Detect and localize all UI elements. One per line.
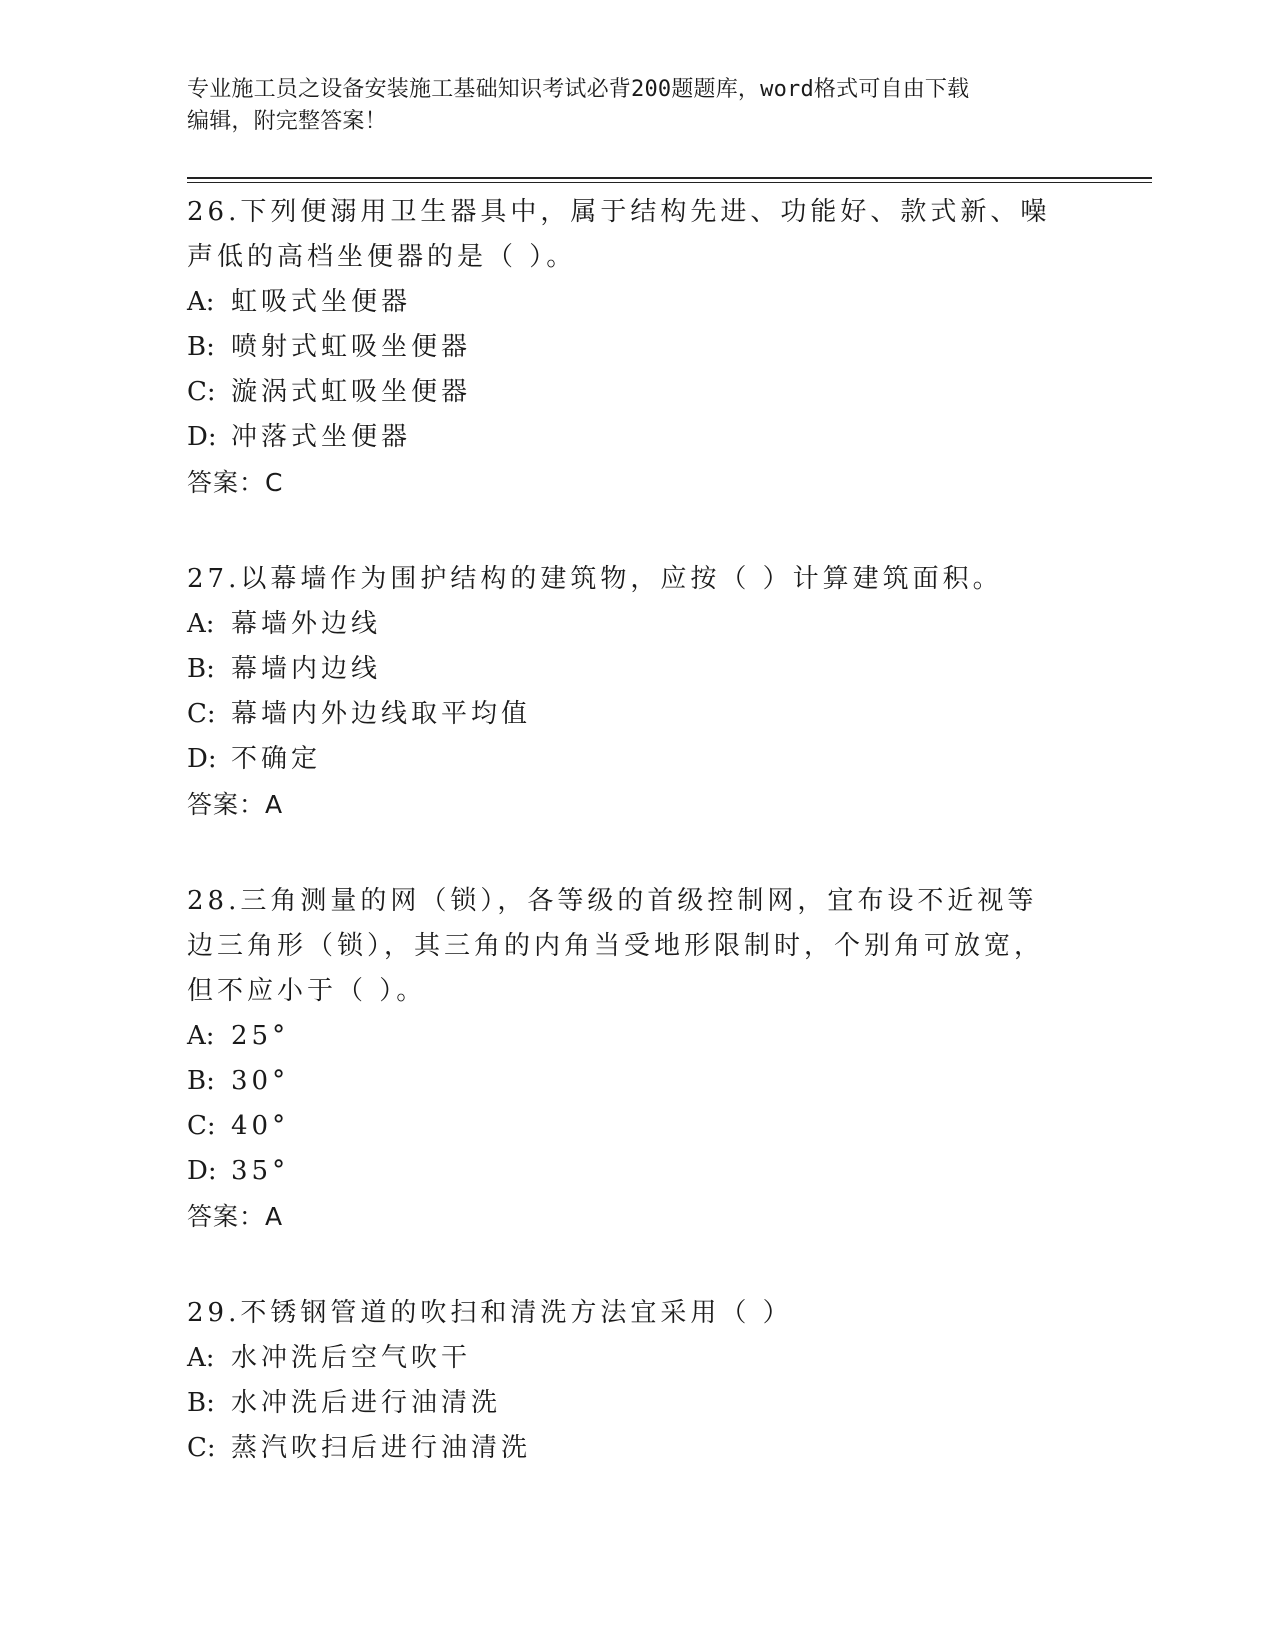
option-letter: B: [187, 332, 215, 362]
option-a [187, 280, 1067, 325]
option-c [187, 692, 1067, 737]
answer: 答案：C [187, 468, 284, 497]
header-divider [187, 177, 1152, 183]
option-letter: C: [187, 1111, 216, 1141]
option-text: 35° [231, 1156, 290, 1186]
option-b [187, 325, 1067, 370]
option-text: 水冲洗后空气吹干 [231, 1343, 472, 1373]
option-text: 25° [231, 1021, 290, 1051]
option-letter: B: [187, 1388, 215, 1418]
option-b [187, 1059, 1067, 1104]
question-26 [187, 190, 1067, 505]
option-text: 水冲洗后进行油清洗 [231, 1388, 502, 1418]
option-c [187, 1426, 1067, 1471]
option-d [187, 737, 1067, 782]
option-text: 蒸汽吹扫后进行油清洗 [231, 1433, 532, 1463]
answer: 答案：A [187, 1202, 284, 1231]
header-line-1: 专业施工员之设备安装施工基础知识考试必背200题题库，word格式可自由下载 [187, 77, 970, 102]
option-a [187, 602, 1067, 647]
option-a [187, 1336, 1067, 1381]
option-text: 漩涡式虹吸坐便器 [231, 377, 472, 407]
option-b [187, 647, 1067, 692]
option-letter: D: [187, 422, 217, 452]
question-text: 27.以幕墙作为围护结构的建筑物，应按（ ）计算建筑面积。 [187, 564, 1003, 594]
option-text: 不确定 [231, 744, 322, 774]
answer: 答案：A [187, 790, 284, 819]
option-letter: C: [187, 1433, 216, 1463]
option-text: 虹吸式坐便器 [231, 287, 412, 317]
option-d [187, 1149, 1067, 1194]
option-letter: B: [187, 654, 215, 684]
option-a [187, 1014, 1067, 1059]
question-text: 26.下列便溺用卫生器具中，属于结构先进、功能好、款式新、噪声低的高档坐便器的是（ ）。 [187, 197, 1051, 272]
option-letter: D: [187, 744, 217, 774]
option-letter: A: [187, 287, 215, 317]
option-text: 冲落式坐便器 [231, 422, 412, 452]
option-text: 幕墙内外边线取平均值 [231, 699, 532, 729]
option-c [187, 1104, 1067, 1149]
option-letter: A: [187, 1343, 215, 1373]
option-letter: A: [187, 609, 215, 639]
question-29 [187, 1291, 1067, 1471]
option-d [187, 415, 1067, 460]
option-text: 30° [231, 1066, 290, 1096]
option-letter: B: [187, 1066, 215, 1096]
question-text: 28.三角测量的网（锁），各等级的首级控制网，宜布设不近视等边三角形（锁），其三角的内角当受地形限制时，个别角可放宽，但不应小于（ ）。 [187, 886, 1045, 1006]
header-line-2: 编辑，附完整答案！ [187, 109, 387, 134]
question-text: 29.不锈钢管道的吹扫和清洗方法宜采用（ ） [187, 1298, 793, 1328]
document-header [187, 74, 1067, 138]
option-letter: C: [187, 699, 216, 729]
option-b [187, 1381, 1067, 1426]
option-letter: D: [187, 1156, 217, 1186]
option-letter: A: [187, 1021, 215, 1051]
option-text: 40° [231, 1111, 290, 1141]
option-text: 喷射式虹吸坐便器 [231, 332, 472, 362]
option-letter: C: [187, 377, 216, 407]
question-27 [187, 557, 1067, 827]
option-text: 幕墙外边线 [231, 609, 382, 639]
question-28 [187, 879, 1067, 1239]
question-list [187, 190, 1067, 1523]
option-text: 幕墙内边线 [231, 654, 382, 684]
option-c [187, 370, 1067, 415]
